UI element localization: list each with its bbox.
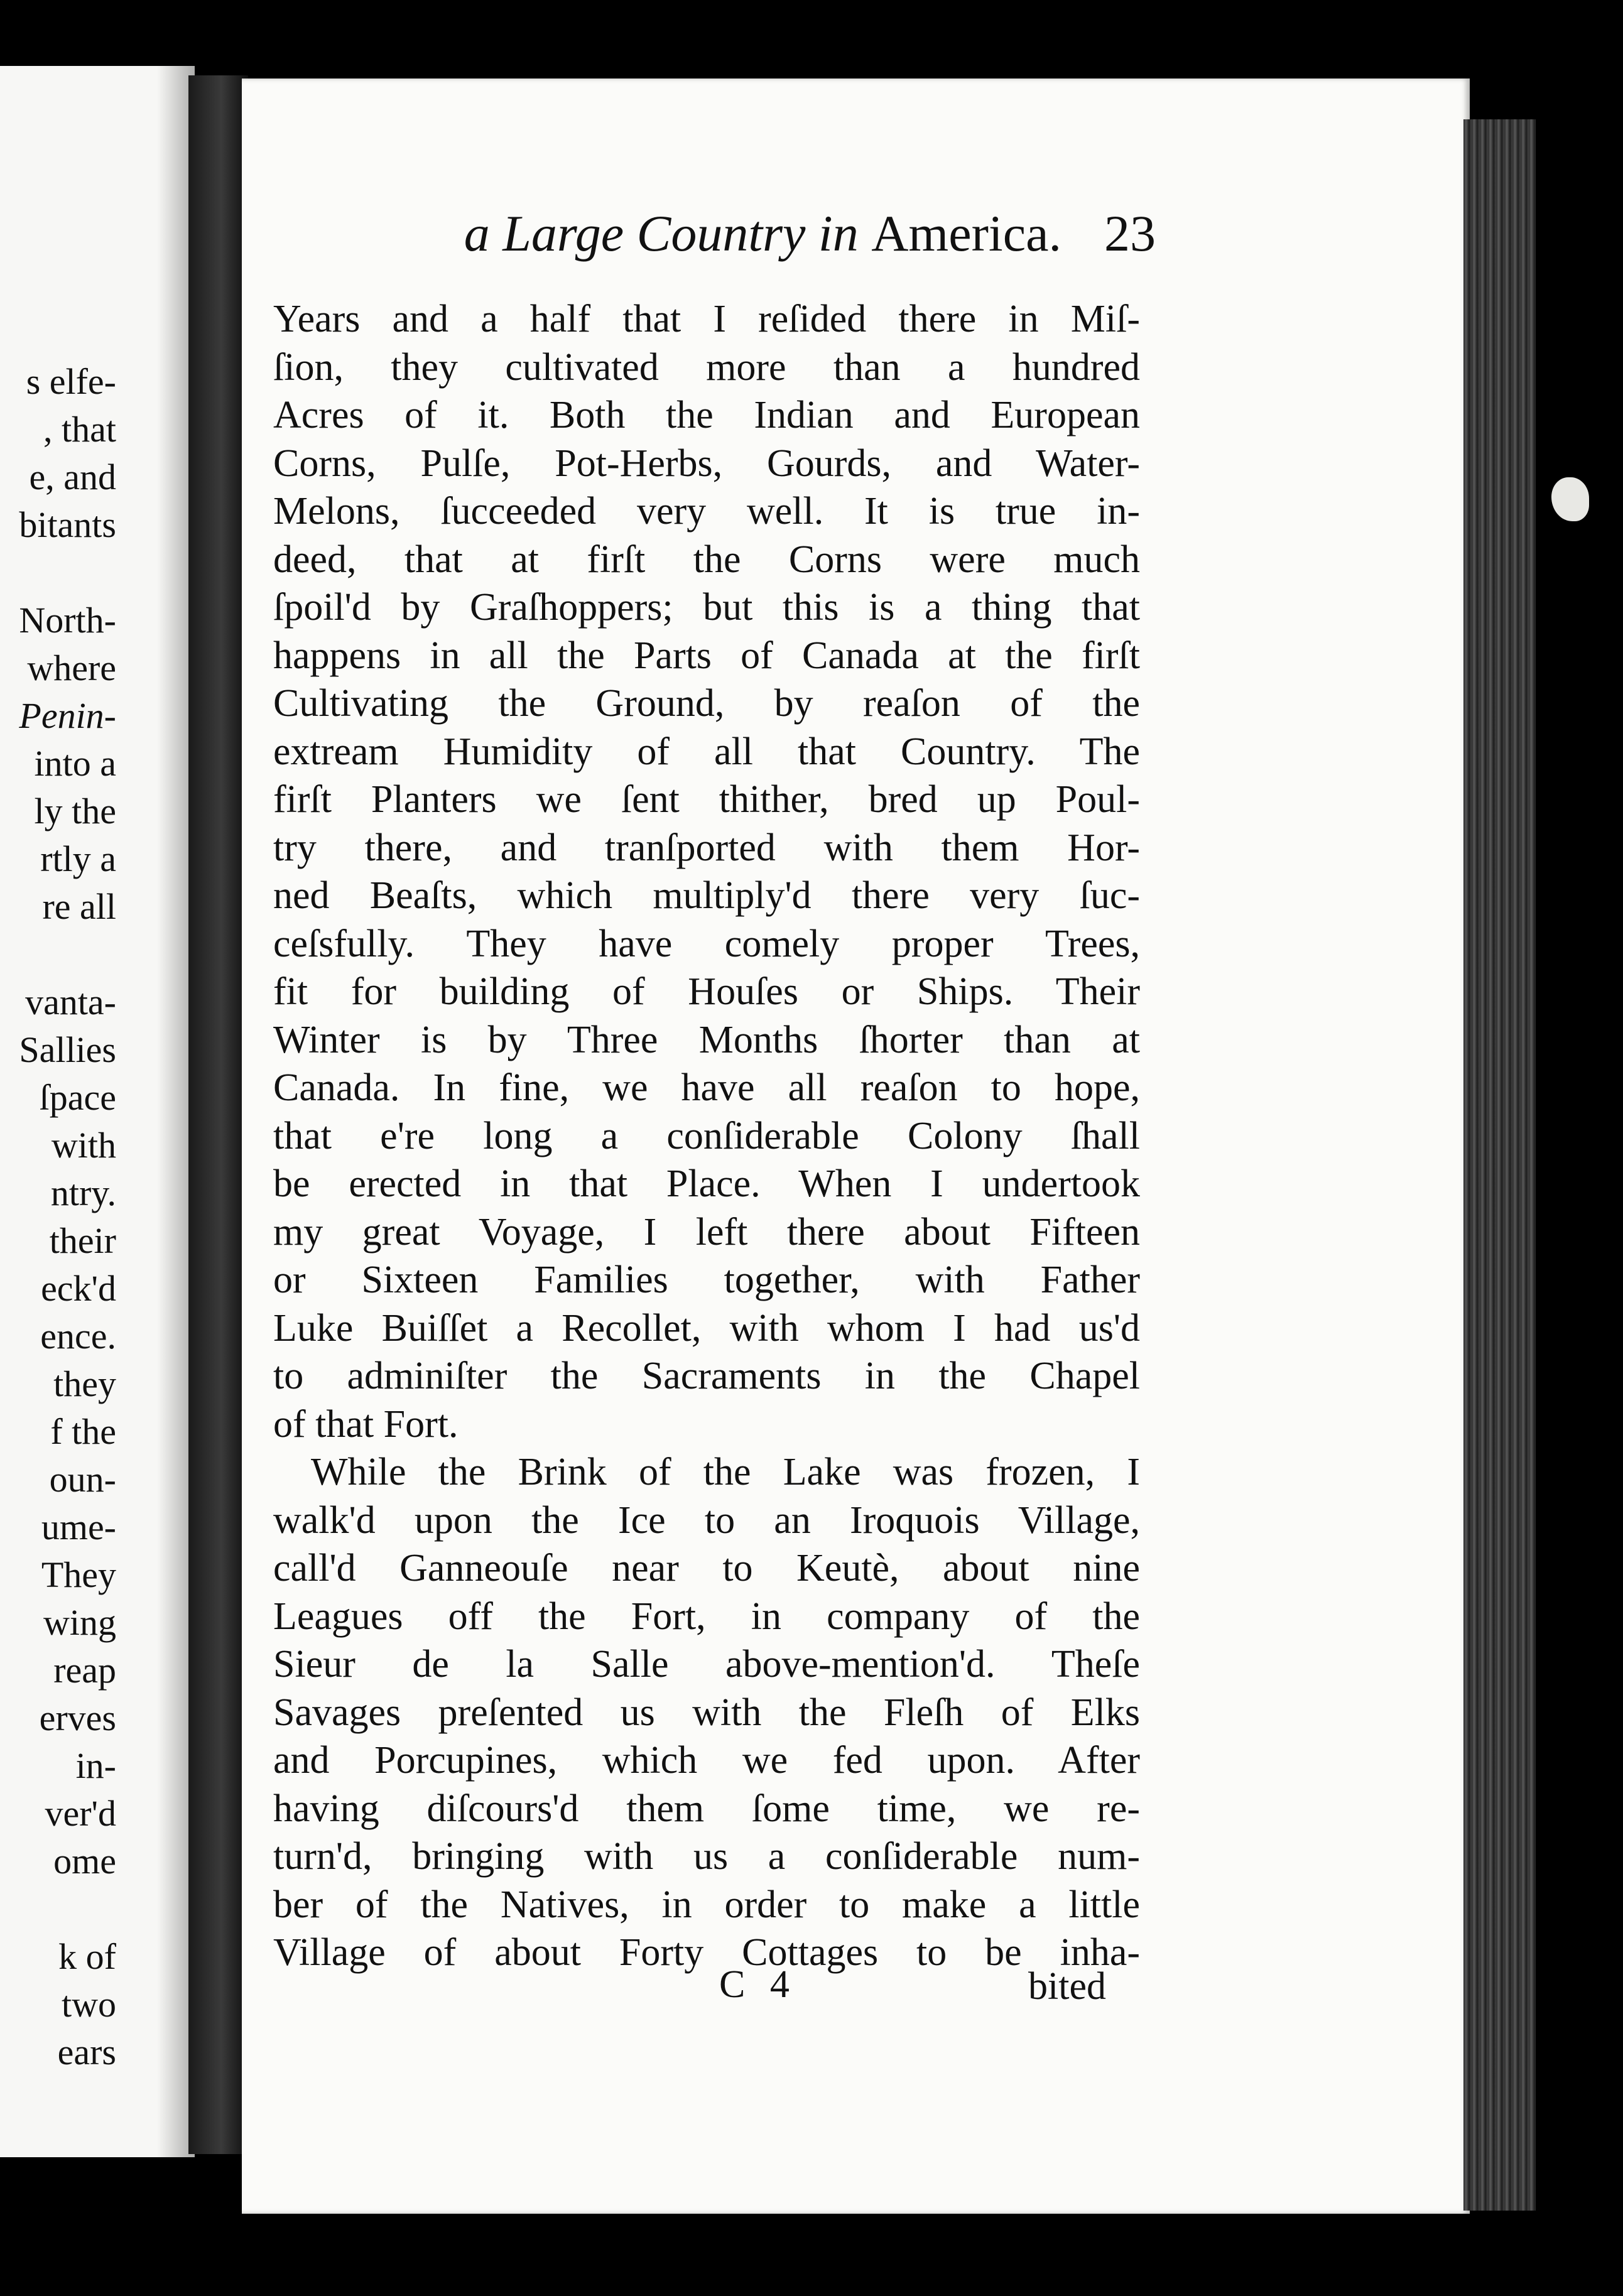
paper-speck xyxy=(1551,477,1589,521)
left-line: ſpace xyxy=(39,1077,116,1118)
text-line: of that Fort. xyxy=(273,1402,459,1446)
text-line: ſpoil'd by Graſhoppers; but this is a thing that xyxy=(273,586,1140,629)
text-line: ſion, they cultivated more than a hundred xyxy=(273,345,1140,389)
left-line: ntry. xyxy=(50,1172,116,1213)
text-line: Corns, Pulſe, Pot-Herbs, Gourds, and Water- xyxy=(273,441,1140,485)
left-line: eck'd xyxy=(41,1268,116,1309)
catchword: bited xyxy=(1028,1965,1106,2008)
left-line: e, and xyxy=(29,457,116,497)
text-line: call'd Ganneouſe near to Keutè, about nine xyxy=(273,1547,1140,1589)
text-line: having diſcours'd them ſome time, we re- xyxy=(273,1787,1140,1830)
text-line: Sieur de la Salle above-mention'd. Theſe xyxy=(273,1643,1140,1686)
text-line: or Sixteen Families together, with Father xyxy=(273,1259,1140,1301)
left-line: they xyxy=(53,1363,116,1404)
left-line: ome xyxy=(53,1841,116,1882)
text-line: Leagues off the Fort, in company of the xyxy=(273,1595,1140,1638)
text-line: fit for building of Houſes or Ships. Their xyxy=(273,970,1140,1013)
body-text xyxy=(273,295,1140,1977)
left-line: ly the xyxy=(34,791,116,831)
text-line: be erected in that Place. When I undertook xyxy=(273,1162,1140,1205)
text-line: happens in all the Parts of Canada at the firſt xyxy=(273,634,1140,677)
text-line: ceſsfully. They have comely proper Trees, xyxy=(273,922,1140,965)
book-gutter xyxy=(188,75,248,2154)
left-line: Penin- xyxy=(19,695,116,736)
left-line: oun- xyxy=(49,1459,116,1500)
left-line: f the xyxy=(50,1411,116,1452)
text-line: turn'd, bringing with us a conſiderable num- xyxy=(273,1835,1140,1878)
left-line: where xyxy=(27,647,116,688)
text-line: Luke Buiſſet a Recollet, with whom I had us'd xyxy=(273,1306,1140,1350)
text-line: to adminiſter the Sacraments in the Chapel xyxy=(273,1355,1140,1397)
left-line: ume- xyxy=(41,1507,116,1547)
text-line: Savages preſented us with the Fleſh of Elks xyxy=(273,1691,1140,1734)
left-line: into a xyxy=(34,743,116,784)
text-line: While the Brink of the Lake was frozen, I xyxy=(311,1451,1140,1493)
text-line: firſt Planters we ſent thither, bred up Poul- xyxy=(273,778,1140,821)
text-line: Winter is by Three Months ſhorter than at xyxy=(273,1018,1140,1061)
left-line: They xyxy=(41,1554,116,1595)
text-line: ber of the Natives, in order to make a little xyxy=(273,1883,1140,1926)
left-line: ver'd xyxy=(45,1793,116,1834)
running-header xyxy=(415,204,1156,273)
left-line: rtly a xyxy=(40,838,116,879)
left-line: two xyxy=(62,1984,116,2025)
signature-mark: C 4 xyxy=(719,1963,797,2006)
left-line: erves xyxy=(39,1698,116,1738)
running-title xyxy=(464,204,1061,263)
left-line xyxy=(0,1885,116,1933)
text-line: Years and a half that I reſided there in Miſ- xyxy=(273,298,1140,340)
left-line: ears xyxy=(57,2032,116,2072)
left-page-fragments xyxy=(0,358,116,2076)
text-line: Melons, ſucceeded very well. It is true in- xyxy=(273,490,1140,533)
left-line: bitants xyxy=(19,504,116,545)
text-line: extream Humidity of all that Country. The xyxy=(273,730,1140,773)
text-line: ned Beaſts, which multiply'd there very ſuc- xyxy=(273,874,1140,917)
running-title-roman: America. xyxy=(871,205,1061,262)
left-line: wing xyxy=(43,1602,116,1643)
running-title-italic: a Large Country in xyxy=(464,205,872,262)
left-line: re all xyxy=(42,886,116,927)
text-line: Canada. In fine, we have all reaſon to hope, xyxy=(273,1066,1140,1109)
left-line: North- xyxy=(19,600,116,641)
text-line: my great Voyage, I left there about Fifteen xyxy=(273,1210,1140,1254)
text-line: that e're long a conſiderable Colony ſhall xyxy=(273,1114,1140,1157)
text-line: try there, and tranſported with them Hor- xyxy=(273,826,1140,869)
text-line: and Porcupines, which we fed upon. After xyxy=(273,1739,1140,1782)
text-line: walk'd upon the Ice to an Iroquois Village, xyxy=(273,1498,1140,1542)
left-line: their xyxy=(49,1220,116,1261)
left-line: , that xyxy=(43,409,116,450)
left-line: in- xyxy=(75,1745,116,1786)
left-line: with xyxy=(51,1125,116,1166)
left-line: reap xyxy=(53,1650,116,1691)
text-line: Cultivating the Ground, by reaſon of the xyxy=(273,682,1140,725)
left-line xyxy=(0,931,116,978)
left-line: vanta- xyxy=(25,982,116,1022)
page-edges xyxy=(1463,119,1536,2211)
left-line xyxy=(0,549,116,597)
left-line: s elfe- xyxy=(26,361,116,402)
page-number: 23 xyxy=(1104,205,1156,262)
text-line: Acres of it. Both the Indian and European xyxy=(273,394,1140,436)
left-line: k of xyxy=(58,1936,116,1977)
text-line: Village of about Forty Cottages to be inha- xyxy=(273,1931,1140,1974)
left-line: ence. xyxy=(40,1316,116,1356)
text-line: deed, that at firſt the Corns were much xyxy=(273,538,1140,581)
left-line: Sallies xyxy=(19,1029,116,1070)
